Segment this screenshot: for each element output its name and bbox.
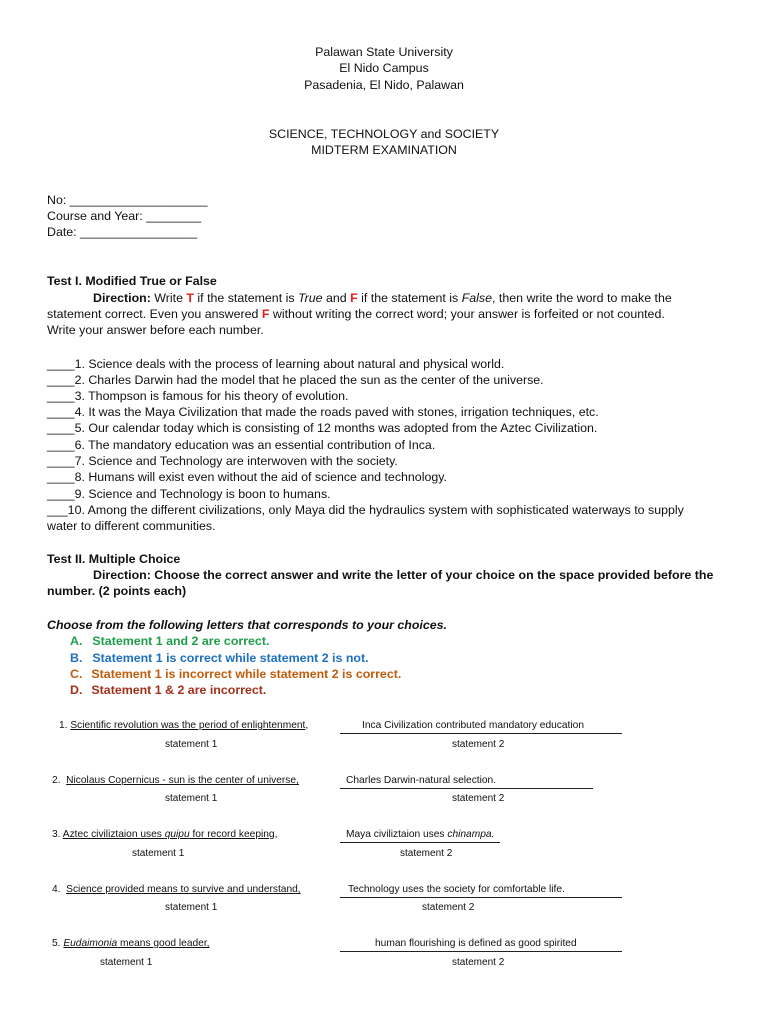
statement-2-label: statement 2	[452, 739, 505, 750]
question-number: 1.	[59, 720, 68, 731]
true-word: True	[297, 291, 323, 305]
mc-question-3-statement1	[52, 828, 277, 841]
statement-1-punct: ,	[305, 720, 309, 731]
tf-item: ____2. Charles Darwin had the model that he placed the sun as the center of the universe.	[47, 373, 544, 387]
direction-text: without writing the correct word; your answer is forfeited or not counted.	[269, 307, 665, 321]
statement-2-label: statement 2	[422, 902, 475, 913]
statement-2-label: statement 2	[400, 848, 453, 859]
statement-1-label: statement 1	[165, 793, 218, 804]
statement-text-part: Maya civiliztaion uses	[346, 829, 448, 840]
underline	[340, 842, 500, 843]
option-letter: A.	[70, 634, 83, 648]
test1-direction-line3: Write your answer before each number.	[47, 323, 264, 337]
direction-label: Direction:	[93, 291, 151, 305]
tf-item: ____9. Science and Technology is boon to humans.	[47, 487, 331, 501]
direction-text: and	[322, 291, 351, 305]
option-text: Statement 1 is incorrect while statement 2 is correct.	[91, 667, 402, 681]
underline	[340, 897, 622, 898]
tf-item: ____8. Humans will exist even without the aid of science and technology.	[47, 470, 447, 484]
mc-question-1-statement1	[59, 719, 308, 732]
tf-item: ____7. Science and Technology are interwoven with the society.	[47, 454, 398, 468]
question-number: 2.	[52, 775, 61, 786]
test1-direction-line1	[93, 290, 672, 306]
option-b	[70, 650, 369, 666]
option-a	[70, 633, 269, 649]
statement-1-punct: ,	[274, 829, 278, 840]
statement-1-text: Science provided means to survive and understand,	[66, 884, 301, 895]
statement-2-label: statement 2	[452, 793, 505, 804]
option-text: Statement 1 is correct while statement 2 is not.	[92, 651, 369, 665]
option-text: Statement 1 and 2 are correct.	[92, 634, 270, 648]
mc-question-2-statement1	[52, 774, 299, 787]
statement-1-label: statement 1	[165, 902, 218, 913]
campus-address: Pasadenia, El Nido, Palawan	[304, 78, 464, 92]
statement-italic-term: Eudaimonia	[63, 938, 118, 949]
test1-title: Test I. Modified True or False	[47, 274, 217, 288]
tf-item: ___10. Among the different civilizations, only Maya did the hydraulics system with sophisticated waterways to supply	[47, 503, 684, 517]
true-letter: T	[186, 291, 194, 305]
test2-title: Test II. Multiple Choice	[47, 552, 181, 566]
statement-1-label: statement 1	[165, 739, 218, 750]
underline	[340, 733, 622, 734]
option-d	[70, 682, 266, 698]
statement-italic-term: chinampa.	[447, 829, 495, 840]
statement-1-text: Scientific revolution was the period of enlightenment	[70, 720, 306, 731]
underline	[340, 788, 593, 789]
option-letter: D.	[70, 683, 83, 697]
direction-text: , then write the word to make the	[492, 291, 672, 305]
option-c	[70, 666, 401, 682]
statement-italic-term: quipu	[164, 829, 190, 840]
statement-1-text	[63, 829, 275, 840]
tf-item: ____6. The mandatory education was an essential contribution of Inca.	[47, 438, 436, 452]
direction-text: statement correct. Even you answered	[47, 307, 262, 321]
tf-item-continued: water to different communities.	[47, 519, 216, 533]
mc-question-5-statement1	[52, 937, 209, 950]
mc-question-4-statement1	[52, 883, 301, 896]
question-number: 5.	[52, 938, 61, 949]
test2-direction-line2: number. (2 points each)	[47, 584, 187, 598]
tf-item: ____5. Our calendar today which is consisting of 12 months was adopted from the Aztec Civilization.	[47, 421, 598, 435]
mc-question-5-statement2: human flourishing is defined as good spirited	[375, 938, 577, 949]
choose-instruction: Choose from the following letters that corresponds to your choices.	[47, 618, 447, 632]
test2-direction-line1: Direction: Choose the correct answer and write the letter of your choice on the space provided before the	[93, 568, 714, 582]
statement-2-label: statement 2	[452, 957, 505, 968]
question-number: 4.	[52, 884, 61, 895]
option-text: Statement 1 & 2 are incorrect.	[91, 683, 267, 697]
test1-direction-line2	[47, 306, 665, 322]
statement-text-part: for record keeping	[189, 829, 275, 840]
mc-question-3-statement2	[346, 828, 494, 841]
subject-title: SCIENCE, TECHNOLOGY and SOCIETY	[268, 127, 500, 141]
option-letter: C.	[70, 667, 83, 681]
tf-item: ____4. It was the Maya Civilization that made the roads paved with stones, irrigation techniques, etc.	[47, 405, 599, 419]
mc-question-1-statement2: Inca Civilization contributed mandatory education	[362, 720, 584, 731]
course-year-field[interactable]: Course and Year: ________	[47, 209, 202, 223]
direction-text: if the statement is	[357, 291, 462, 305]
tf-item: ____3. Thompson is famous for his theory of evolution.	[47, 389, 349, 403]
campus-name: El Nido Campus	[339, 61, 429, 75]
tf-item: ____1. Science deals with the process of learning about natural and physical world.	[47, 357, 505, 371]
university-name: Palawan State University	[315, 45, 453, 59]
underline	[340, 951, 622, 952]
direction-text: Write	[150, 291, 187, 305]
no-field[interactable]: No: ____________________	[47, 193, 208, 207]
false-letter: F	[261, 307, 270, 321]
exam-title: MIDTERM EXAMINATION	[311, 143, 457, 157]
question-number: 3.	[52, 829, 61, 840]
mc-question-2-statement2: Charles Darwin-natural selection.	[346, 775, 497, 786]
false-word: False	[461, 291, 492, 305]
statement-text-part: Aztec civiliztaion uses	[62, 829, 165, 840]
option-letter: B.	[70, 651, 83, 665]
statement-text-part: means good leader,	[117, 938, 210, 949]
statement-1-text: Nicolaus Copernicus - sun is the center of universe,	[66, 775, 299, 786]
statement-1-label: statement 1	[132, 848, 185, 859]
statement-1-text	[63, 938, 209, 949]
mc-question-4-statement2: Technology uses the society for comfortable life.	[348, 884, 565, 895]
statement-1-label: statement 1	[100, 957, 153, 968]
date-field[interactable]: Date: _________________	[47, 225, 198, 239]
direction-text: if the statement is	[193, 291, 298, 305]
false-letter: F	[350, 291, 358, 305]
